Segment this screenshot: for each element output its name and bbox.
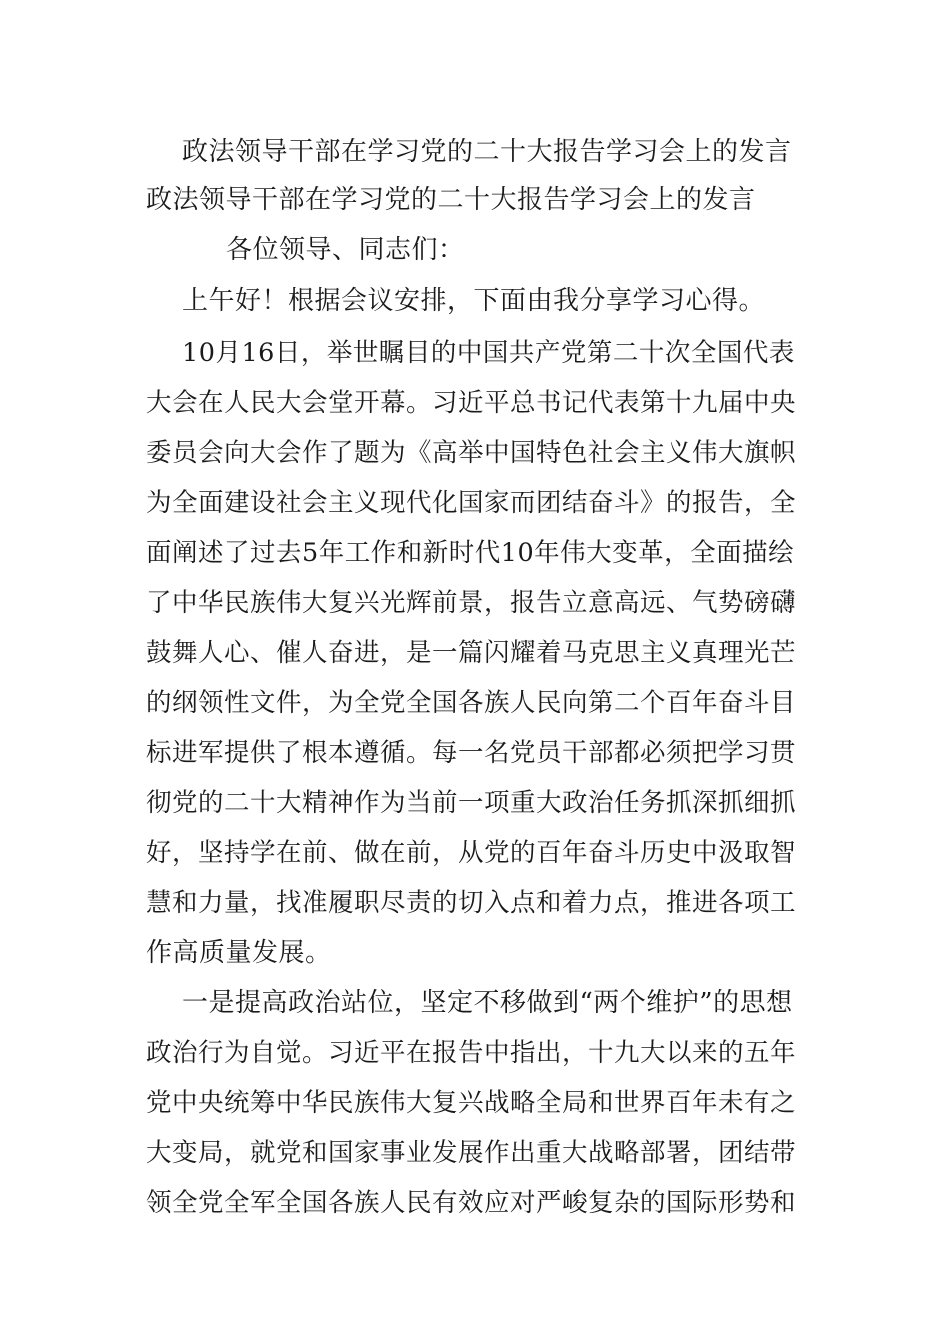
- paragraph-2-line: 领全党全军全国各族人民有效应对严峻复杂的国际形势和: [146, 1188, 797, 1218]
- paragraph-2-line: 一是提高政治站位，坚定不移做到“两个维护”的思想: [182, 988, 793, 1018]
- paragraph-2-line: 党中央统筹中华民族伟大复兴战略全局和世界百年未有之: [146, 1088, 797, 1118]
- paragraph-1-line: 委员会向大会作了题为《高举中国特色社会主义伟大旗帜: [146, 438, 797, 468]
- opening-line: 上午好！根据会议安排，下面由我分享学习心得。: [182, 286, 766, 316]
- paragraph-1-line: 的纲领性文件，为全党全国各族人民向第二个百年奋斗目: [146, 688, 797, 718]
- paragraph-1-line: 好，坚持学在前、做在前，从党的百年奋斗历史中汲取智: [146, 838, 797, 868]
- document-title: 政法领导干部在学习党的二十大报告学习会上的发言: [182, 137, 792, 167]
- paragraph-1-line: 大会在人民大会堂开幕。习近平总书记代表第十九届中央: [146, 388, 797, 418]
- paragraph-1-line: 10月16日，举世瞩目的中国共产党第二十次全国代表: [182, 338, 795, 368]
- paragraph-1-line: 慧和力量，找准履职尽责的切入点和着力点，推进各项工: [146, 888, 797, 918]
- document-subtitle: 政法领导干部在学习党的二十大报告学习会上的发言: [146, 185, 756, 215]
- paragraph-1-line: 鼓舞人心、催人奋进，是一篇闪耀着马克思主义真理光芒: [146, 638, 797, 668]
- paragraph-1-line: 作高质量发展。: [146, 938, 332, 968]
- paragraph-1-line: 面阐述了过去5年工作和新时代10年伟大变革，全面描绘: [146, 538, 795, 568]
- paragraph-1-line: 彻党的二十大精神作为当前一项重大政治任务抓深抓细抓: [146, 788, 797, 818]
- paragraph-1-line: 了中华民族伟大复兴光辉前景，报告立意高远、气势磅礴: [146, 588, 797, 618]
- salutation: 各位领导、同志们：: [226, 235, 465, 265]
- paragraph-1-line: 为全面建设社会主义现代化国家而团结奋斗》的报告，全: [146, 488, 797, 518]
- paragraph-2-line: 政治行为自觉。习近平在报告中指出，十九大以来的五年: [146, 1038, 797, 1068]
- paragraph-1-line: 标进军提供了根本遵循。每一名党员干部都必须把学习贯: [146, 738, 797, 768]
- paragraph-2-line: 大变局，就党和国家事业发展作出重大战略部署，团结带: [146, 1138, 797, 1168]
